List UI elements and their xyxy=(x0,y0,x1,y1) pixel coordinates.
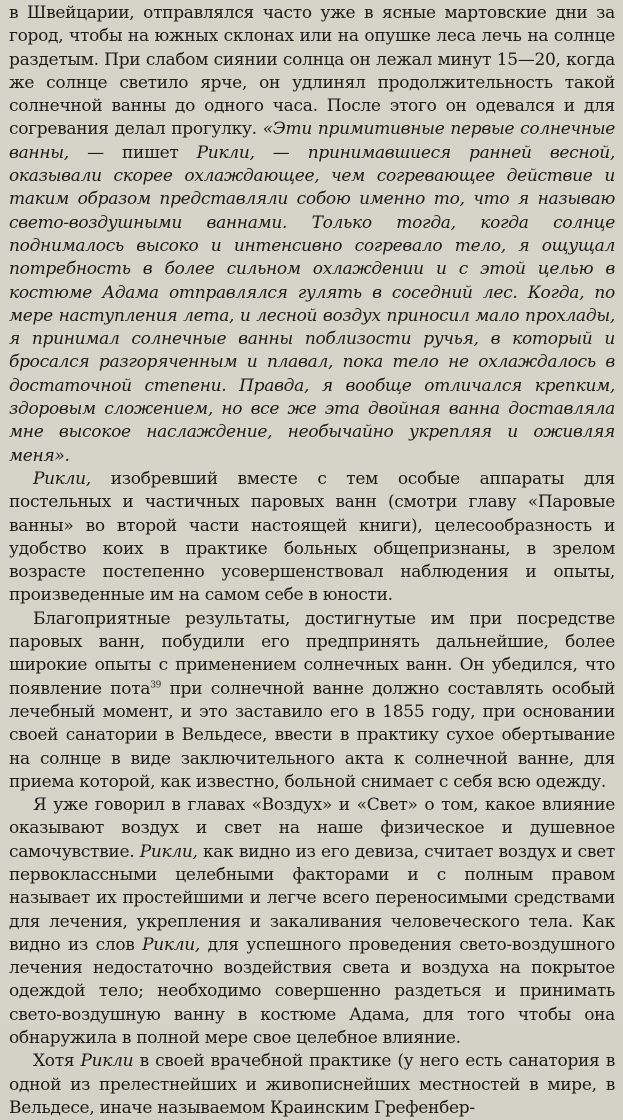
paragraph-apparatus xyxy=(9,468,615,608)
paragraph-text: Хотя xyxy=(33,1051,81,1072)
author-name: Рикли xyxy=(80,1051,134,1072)
author-name: Рикли, xyxy=(139,841,198,862)
quotation-text: — принимавшиеся ранней весной, оказывали скорее охлаждающее, чем согревающее действие и таким образом представляли собою именно то, что я называю свето-воздушными ваннами. Только тогда, когда солнце поднималось высоко и интенсивно согревало тело, я ощущал потребность в более сильном охлаждении и с этой целью в костюме Адама отправлялся гулять в соседний лес. Когда, по мере наступления лета, и лесной воздух приносил мало прохлады, я принимал солнечные ванны поблизости ручья, в который и бросался разгоряченным и плавал, пока тело не охлаждалось в достаточной степени. Правда, я вообще отличался крепким, здоровым сложением, но все же эта двойная ванна доставляла мне высокое наслаждение, необычайно укрепляя и оживляя меня». xyxy=(9,142,615,466)
author-name: Рикли, xyxy=(196,142,255,163)
footnote-marker[interactable]: 39 xyxy=(150,679,162,690)
paragraph-text: изобревший вместе с тем особые аппараты для постельных и частичных паровых ванн (смотри главу «Паровые ванны» во второй части настоящей книги), целесообразность и удобство коих в практике больных общепризнаны, в зрелом возрасте постепенно усовершенствовал наблюдения и опыты, произведенные им на самом себе в юности. xyxy=(9,468,615,606)
paragraph-text: при солнечной ванне должно составлять особый лечебный момент, и это заставило его в 1855 году, при основании своей санатории в Вельдесе, ввести в практику сухое обертывание на солнце в виде заключительного акта к солнечной ванне, для приема которой, как известно, больной снимает с себя всю одежду. xyxy=(9,678,615,792)
paragraph-text: в своей врачебной практике (у него есть санатория в одной из прелестнейших и живописнейших местностей в мире, в Вельдесе, иначе называемом Краинским Грефенбер- xyxy=(9,1051,615,1118)
paragraph-text: — пишет xyxy=(68,142,197,163)
author-name: Рикли, xyxy=(33,468,91,489)
paragraph-results xyxy=(9,608,615,794)
paragraph-text: Благоприятные результаты, достигнутые им при посредстве паровых ванн, побудили его предпринять дальнейшие, более широкие опыты с применением солнечных ванн. Он убедился, что появление пота xyxy=(9,608,615,699)
paragraph-text: в Швейцарии, отправлялся часто уже в ясные мартовские дни за город, чтобы на южных склонах или на опушке леса лечь на солнце раздетым. При слабом сиянии солнца он лежал минут 15—20, когда же солнце светило ярче, он удлинял продолжительность такой солнечной ванны до одного часа. После этого он одевался и для согревания делал прогулку. xyxy=(9,3,615,140)
paragraph-text: Я уже говорил в главах «Воздух» и «Свет» о том, какое влияние оказывают воздух и свет на наше физическое и душевное самочувствие. xyxy=(9,795,615,862)
paragraph-air-light xyxy=(9,794,615,1050)
paragraph-quote xyxy=(9,2,615,468)
author-name: Рикли, xyxy=(142,934,201,955)
paragraph-text: для успешного проведения свето-воздушного лечения недостаточно воздействия света и воздуха на покрытое одеждой тело; необходимо совершенно раздеться и принимать свето-воздушную ванну в костюме Адама, для того чтобы она обнаружила в полной мере свое целебное влияние. xyxy=(9,934,615,1049)
paragraph-practice xyxy=(9,1050,615,1120)
paragraph-text: как видно из его девиза, считает воздух и свет первоклассными целебными факторами и с полным правом называет их простейшими и легче всего переносимыми средствами для лечения, укрепления и закаливания человеческого тела. Как видно из слов xyxy=(9,841,615,955)
quotation-text: «Эти примитивные первые солнечные ванны, xyxy=(9,119,615,163)
